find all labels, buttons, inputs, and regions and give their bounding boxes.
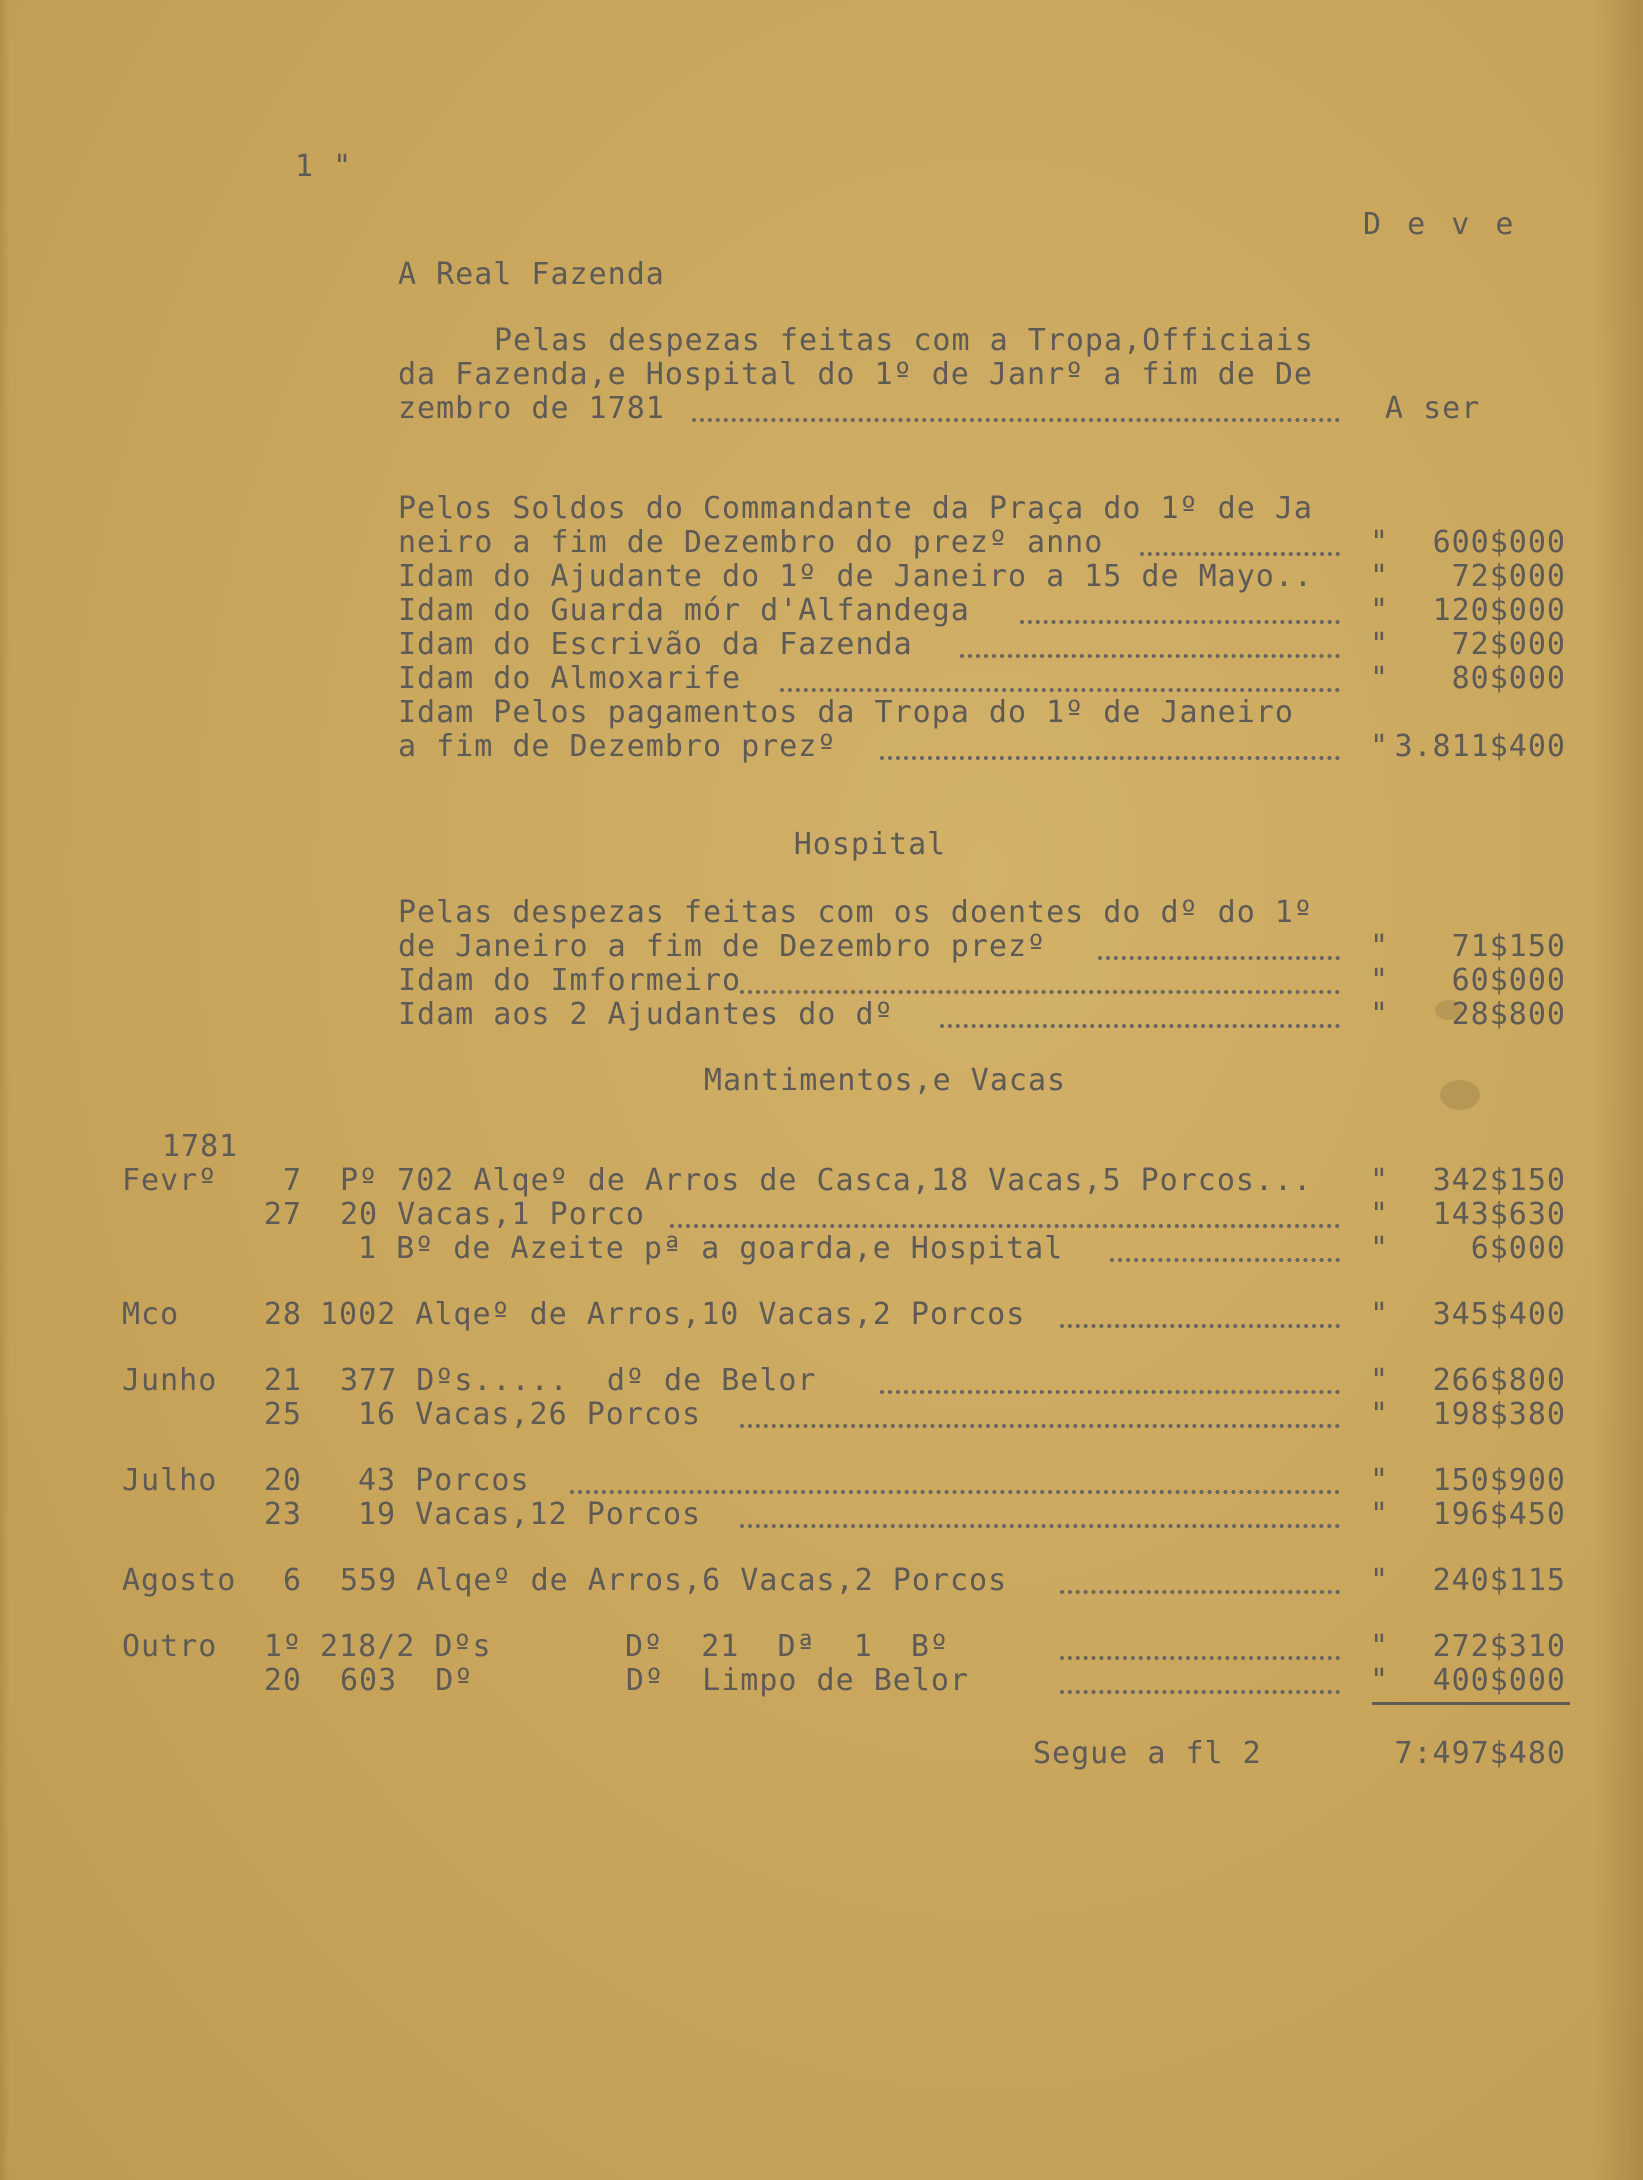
entry-month: Mco (122, 1297, 180, 1332)
entry-month: Fevrº (122, 1163, 218, 1198)
entry-description: 20 Vacas,1 Porco (340, 1197, 645, 1232)
salary-line: neiro a fim de Dezembro do prezº anno (398, 525, 1104, 560)
ditto-mark: " (1370, 729, 1390, 764)
salary-amount: 120$000 (1432, 593, 1566, 628)
entry-description: 377 Dºs..... dº de Belor (340, 1363, 817, 1398)
entry-amount: 198$380 (1432, 1397, 1566, 1432)
entry-description: 603 Dº Dº Limpo de Belor (340, 1663, 970, 1698)
entry-day: 7 (282, 1163, 302, 1198)
ditto-mark: " (1370, 559, 1390, 594)
hospital-amount: 60$000 (1451, 963, 1566, 998)
salary-line: Idam do Ajudante do 1º de Janeiro a 15 de Mayo.. (398, 559, 1313, 594)
entry-month: Junho (122, 1363, 218, 1398)
dot-leader (740, 968, 1340, 994)
page-number-mark: 1 " (295, 149, 353, 184)
dot-leader (740, 1502, 1340, 1528)
entry-month: Agosto (122, 1563, 237, 1598)
ditto-mark: " (1370, 1629, 1390, 1664)
salary-amount: 72$000 (1451, 559, 1566, 594)
ditto-mark: " (1370, 997, 1390, 1032)
dot-leader (1060, 1634, 1340, 1660)
dot-leader (880, 734, 1340, 760)
salary-amount: 80$000 (1451, 661, 1566, 696)
ditto-mark: " (1370, 661, 1390, 696)
hospital-line: Idam do Imformeiro (398, 963, 742, 998)
entry-amount: 240$115 (1432, 1563, 1566, 1598)
ditto-mark: " (1370, 1163, 1390, 1198)
dot-leader (1020, 598, 1340, 624)
entry-amount: 266$800 (1432, 1363, 1566, 1398)
salary-amount: 600$000 (1432, 525, 1566, 560)
ditto-mark: " (1370, 593, 1390, 628)
entry-month: Outro (122, 1629, 218, 1664)
entry-amount: 400$000 (1432, 1663, 1566, 1698)
hospital-line: Idam aos 2 Ajudantes do dº (398, 997, 894, 1032)
paper-smudge (1440, 1080, 1480, 1110)
debit-label: D e v e (1363, 207, 1518, 242)
dot-leader (692, 396, 1340, 422)
hospital-amount: 71$150 (1451, 929, 1566, 964)
entry-amount: 143$630 (1432, 1197, 1566, 1232)
entry-day: 23 (263, 1497, 302, 1532)
entry-description: 1002 Alqeº de Arros,10 Vacas,2 Porcos (320, 1297, 1026, 1332)
entry-day: 25 (263, 1397, 302, 1432)
entry-amount: 196$450 (1432, 1497, 1566, 1532)
dot-leader (960, 632, 1340, 658)
salary-line: Idam do Escrivão da Fazenda (398, 627, 913, 662)
hospital-amount: 28$800 (1451, 997, 1566, 1032)
entry-day: 21 (263, 1363, 302, 1398)
ditto-mark: " (1370, 1297, 1390, 1332)
salary-line: Idam do Guarda mór d'Alfandega (398, 593, 970, 628)
ditto-mark: " (1370, 525, 1390, 560)
entry-day: 20 (263, 1463, 302, 1498)
carry-forward-label: Segue a fl 2 (1033, 1736, 1262, 1771)
entry-day: 6 (282, 1563, 302, 1598)
intro-line: da Fazenda,e Hospital do 1º de Janrº a fim de De (398, 357, 1313, 392)
ditto-mark: " (1370, 1197, 1390, 1232)
entry-description: 1 Bº de Azeite pª a goarda,e Hospital (358, 1231, 1064, 1266)
dot-leader (940, 1002, 1340, 1028)
ledger-year: 1781 (162, 1129, 239, 1164)
entry-day: 1º (263, 1629, 302, 1664)
entry-amount: 272$310 (1432, 1629, 1566, 1664)
entry-description: Pº 702 Alqeº de Arros de Casca,18 Vacas,5 Porcos... (340, 1163, 1313, 1198)
dot-leader (780, 666, 1340, 692)
dot-leader (1110, 1236, 1340, 1262)
dot-leader (1060, 1668, 1340, 1694)
dot-leader (740, 1402, 1340, 1428)
salary-amount: 72$000 (1451, 627, 1566, 662)
hospital-line: de Janeiro a fim de Dezembro prezº (398, 929, 1047, 964)
ditto-mark: " (1370, 1231, 1390, 1266)
dot-leader (1060, 1568, 1340, 1594)
ditto-mark: " (1370, 1397, 1390, 1432)
hospital-line: Pelas despezas feitas com os doentes do dº do 1º (398, 895, 1313, 930)
ditto-mark: " (1370, 627, 1390, 662)
dot-leader (1140, 530, 1340, 556)
ditto-mark: " (1370, 1563, 1390, 1598)
entry-amount: 345$400 (1432, 1297, 1566, 1332)
dot-leader (570, 1468, 1340, 1494)
page-left-edge (0, 0, 10, 2180)
salary-line: Pelos Soldos do Commandante da Praça do 1º de Ja (398, 491, 1313, 526)
entry-day: 27 (263, 1197, 302, 1232)
dot-leader (670, 1202, 1340, 1228)
entry-day: 28 (263, 1297, 302, 1332)
dot-leader (1060, 1302, 1340, 1328)
dot-leader (1098, 934, 1340, 960)
entry-description: 16 Vacas,26 Porcos (358, 1397, 702, 1432)
intro-line: Pelas despezas feitas com a Tropa,Officiais (494, 323, 1314, 358)
entry-description: 43 Porcos (358, 1463, 530, 1498)
hospital-heading: Hospital (793, 827, 947, 862)
page-right-edge (1593, 0, 1643, 2180)
entry-description: 559 Alqeº de Arros,6 Vacas,2 Porcos (340, 1563, 1008, 1598)
ditto-mark: " (1370, 1363, 1390, 1398)
entry-amount: 342$150 (1432, 1163, 1566, 1198)
total-rule (1372, 1702, 1570, 1705)
entry-day: 20 (263, 1663, 302, 1698)
entry-description: 19 Vacas,12 Porcos (358, 1497, 702, 1532)
intro-amount-label: A ser (1385, 391, 1481, 426)
entry-amount: 150$900 (1432, 1463, 1566, 1498)
salary-line: a fim de Dezembro prezº (398, 729, 837, 764)
ditto-mark: " (1370, 1497, 1390, 1532)
dot-leader (880, 1368, 1340, 1394)
intro-line: zembro de 1781 (398, 391, 665, 426)
salary-amount: 3.811$400 (1394, 729, 1566, 764)
ditto-mark: " (1370, 1663, 1390, 1698)
provisions-heading: Mantimentos,e Vacas (703, 1063, 1067, 1098)
entry-month: Julho (122, 1463, 218, 1498)
entry-description: 218/2 Dºs Dº 21 Dª 1 Bº (320, 1629, 950, 1664)
salary-line: Idam Pelos pagamentos da Tropa do 1º de Janeiro (398, 695, 1294, 730)
ditto-mark: " (1370, 1463, 1390, 1498)
page-total: 7:497$480 (1394, 1736, 1566, 1771)
ditto-mark: " (1370, 963, 1390, 998)
account-title: A Real Fazenda (398, 257, 665, 292)
ditto-mark: " (1370, 929, 1390, 964)
salary-line: Idam do Almoxarife (398, 661, 742, 696)
entry-amount: 6$000 (1470, 1231, 1566, 1266)
